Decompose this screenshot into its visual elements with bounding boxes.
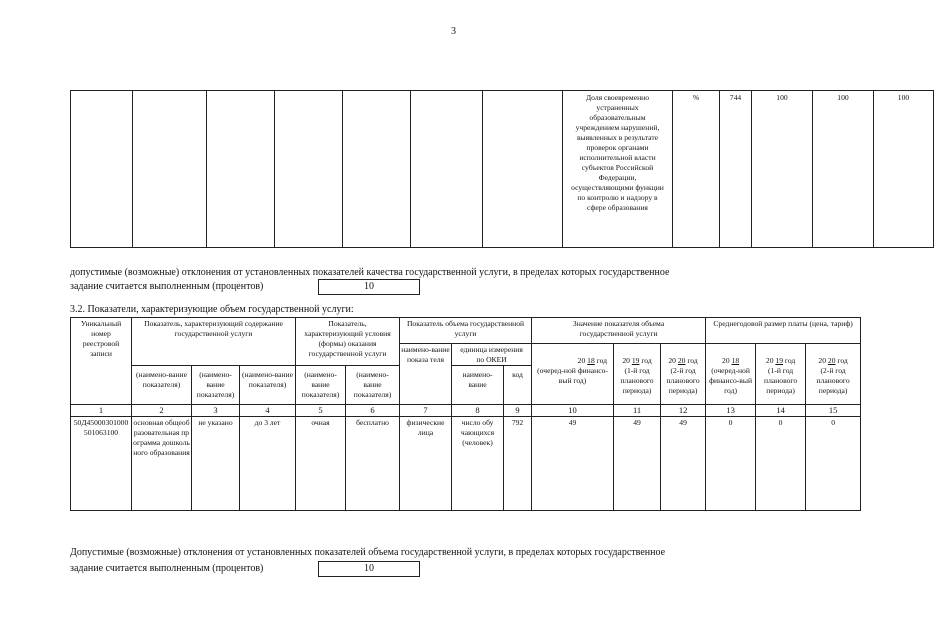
indicator-name: Доля своевременно устраненных образовательным учреждением нарушений, выявленных в результате проверок органами исполнительной власти субъектов Российской Федерации, осуществляющими функции по контролю и надзору в сфере образования	[563, 91, 673, 248]
year-3-value: 20	[677, 356, 686, 365]
header-content-2: (наимено-вание показателя)	[192, 366, 240, 405]
registry-number: 50Д45000301000501063100	[71, 417, 132, 511]
fee-year-3-label: (2-й год планового периода)	[816, 366, 850, 395]
column-number: 12	[661, 405, 706, 417]
header-volume: Показатель объема государственной услуги	[400, 318, 532, 344]
indicator-value-3: 100	[874, 91, 934, 248]
fee-year-2-label: (1-й год планового периода)	[764, 366, 798, 395]
year-1-value: 18	[587, 356, 595, 365]
header-conditions-1: (наимено-вание показателя)	[296, 366, 346, 405]
year-1-prefix: 20	[577, 356, 586, 365]
header-conditions: Показатель, характеризующий условия (формы) оказания государственной услуги	[296, 318, 400, 366]
fee-year-1-value: 18	[731, 356, 740, 365]
section-title: 3.2. Показатели, характеризующие объем государственной услуги:	[70, 304, 354, 315]
program-name: основная общеобразовательная программа дошкольного образования	[132, 417, 192, 511]
table-cell	[483, 91, 563, 248]
column-number: 11	[614, 405, 661, 417]
indicator-value-1: 100	[752, 91, 813, 248]
header-row	[71, 318, 861, 344]
header-year-1	[532, 344, 614, 405]
table-row	[71, 417, 861, 511]
fee-year-3-prefix: 20	[818, 356, 826, 365]
header-unique-number: Уникальный номер реестровой записи	[71, 318, 132, 405]
volume-indicators-table	[70, 317, 861, 511]
value-year-1: 49	[532, 417, 614, 511]
column-number: 14	[756, 405, 806, 417]
quality-tolerance-text: допустимые (возможные) отклонения от установленных показателей качества государственной услуги, в пределах которых государственное	[70, 267, 670, 278]
header-volume-unit: единица измерения по ОКЕИ	[452, 344, 532, 366]
table-cell	[411, 91, 483, 248]
content-2: не указано	[192, 417, 240, 511]
table-cell	[207, 91, 275, 248]
column-number: 10	[532, 405, 614, 417]
column-number: 7	[400, 405, 452, 417]
column-number: 9	[504, 405, 532, 417]
column-number: 3	[192, 405, 240, 417]
header-year-3	[661, 344, 706, 405]
year-1-label: (очеред-ной финансо-вый год)	[537, 366, 608, 385]
unit-code: 792	[504, 417, 532, 511]
fee-year-2: 0	[756, 417, 806, 511]
column-number: 2	[132, 405, 192, 417]
fee-year-3: 0	[806, 417, 861, 511]
fee-year-1-label: (очеред-ной финансо-вый год)	[709, 366, 753, 395]
value-year-2: 49	[614, 417, 661, 511]
column-number: 1	[71, 405, 132, 417]
fee-year-2-prefix: 20	[765, 356, 774, 365]
table-row	[71, 91, 934, 248]
header-value: Значение показателя объема государственной услуги	[532, 318, 706, 344]
column-number: 8	[452, 405, 504, 417]
volume-tolerance-text-2: задание считается выполненным (процентов)	[70, 563, 264, 574]
column-number: 15	[806, 405, 861, 417]
header-content-3: (наимено-вание показателя)	[240, 366, 296, 405]
header-volume-name: наимено-вание показа теля	[400, 344, 452, 405]
indicator-code: 744	[720, 91, 752, 248]
year-2-label: (1-й год планового периода)	[620, 366, 654, 395]
header-conditions-2: (наимено-вание показателя)	[346, 366, 400, 405]
year-2-value: 19	[631, 356, 640, 365]
year-2-prefix: 20	[622, 356, 630, 365]
header-fee-year-3	[806, 344, 861, 405]
header-fee-year-2	[756, 344, 806, 405]
fee-year-3-suffix: год	[837, 356, 848, 365]
column-number: 6	[346, 405, 400, 417]
content-3: до 3 лет	[240, 417, 296, 511]
table-cell	[343, 91, 411, 248]
header-fee-year-1	[706, 344, 756, 405]
year-1-suffix: год	[596, 356, 608, 365]
value-year-3: 49	[661, 417, 706, 511]
header-unit-code: код	[504, 366, 532, 405]
table-cell	[71, 91, 133, 248]
column-number: 4	[240, 405, 296, 417]
page-number: 3	[451, 26, 456, 37]
header-content: Показатель, характеризующий содержание государственной услуги	[132, 318, 296, 366]
fee-year-2-value: 19	[775, 356, 783, 365]
column-number-row	[71, 405, 861, 417]
table-cell	[275, 91, 343, 248]
header-content-1: (наимено-вание показателя)	[132, 366, 192, 405]
table-cell	[133, 91, 207, 248]
condition-form: очная	[296, 417, 346, 511]
indicator-unit: %	[673, 91, 720, 248]
header-fee: Среднегодовой размер платы (цена, тариф)	[706, 318, 861, 344]
unit-name: число обучающихся (человек)	[452, 417, 504, 511]
fee-year-2-suffix: год	[784, 356, 796, 365]
quality-tolerance-value: 10	[318, 279, 420, 295]
year-3-label: (2-й год планового периода)	[666, 366, 700, 395]
quality-indicators-table	[70, 90, 934, 248]
year-3-prefix: 20	[668, 356, 676, 365]
condition-fee: бесплатно	[346, 417, 400, 511]
header-year-2	[614, 344, 661, 405]
indicator-value-2: 100	[813, 91, 874, 248]
volume-tolerance-value: 10	[318, 561, 420, 577]
column-number: 5	[296, 405, 346, 417]
quality-tolerance-text-2: задание считается выполненным (процентов)	[70, 281, 264, 292]
header-unit-name: наимено-вание	[452, 366, 504, 405]
volume-tolerance-text: Допустимые (возможные) отклонения от установленных показателей объема государственной услуги, в пределах которых государственное	[70, 547, 666, 558]
fee-year-1: 0	[706, 417, 756, 511]
volume-indicator: физические лица	[400, 417, 452, 511]
fee-year-3-value: 20	[827, 356, 836, 365]
year-3-suffix: год	[687, 356, 698, 365]
column-number: 13	[706, 405, 756, 417]
fee-year-1-prefix: 20	[722, 356, 730, 365]
year-2-suffix: год	[641, 356, 652, 365]
